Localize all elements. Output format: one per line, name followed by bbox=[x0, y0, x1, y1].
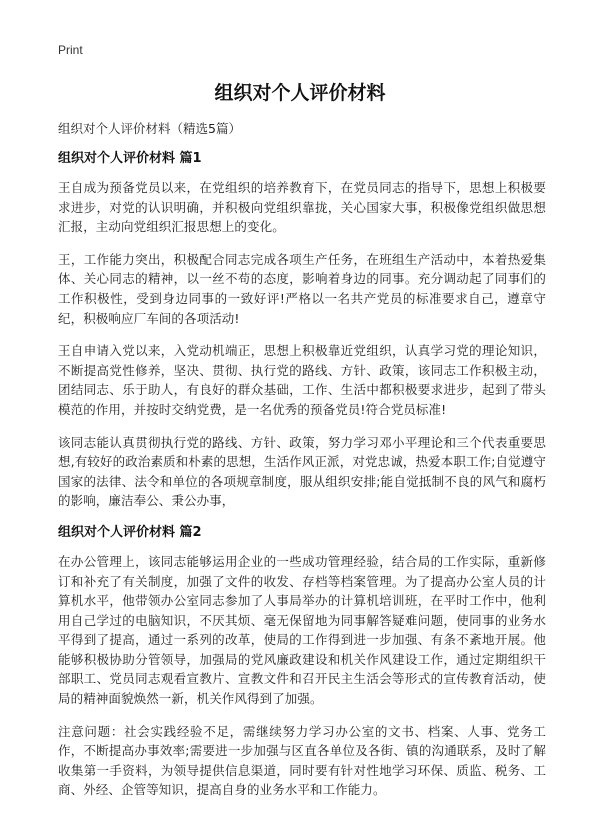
section-heading-2: 组织对个人评价材料 篇2 bbox=[58, 524, 202, 540]
paragraph: 王自申请入党以来，入党动机端正，思想上积极靠近党组织，认真学习党的理论知识，不断提高党性修养，坚决、贯彻、执行党的路线、方针、政策，该同志工作积极主动，团结同志、乐于助人，有良好的群众基础，工作、生活中都积极要求进步，起到了带头模范的作用，并按时交纳党费，是一名优秀的预备党员!符合党员标准! bbox=[58, 343, 546, 417]
article-body bbox=[58, 120, 546, 813]
page-title: 组织对个人评价材料 bbox=[214, 82, 386, 104]
print-link[interactable]: Print bbox=[58, 43, 83, 57]
paragraph: 在办公管理上，该同志能够运用企业的一些成功管理经验，结合局的工作实际，重新修订和补充了有关制度，加强了文件的收发、存档等档案管理。为了提高办公室人员的计算机水平，他带领办公室同志参加了人事局举办的计算机培训班，在平时工作中，他利用自己学过的电脑知识，不厌其烦、毫无保留地为同事解答疑难问题，使同事的业务水平得到了提高，通过一系列的改革，使局的工作得到进一步加强、有条不紊地开展。他能够积极协助分管领导，加强局的党风廉政建设和机关作风建设工作，通过定期组织干部职工、党员同志观看宣教片、宣教文件和召开民主生活会等形式的宣传教育活动，使局的精神面貌焕然一新，机关作风得到了加强。 bbox=[58, 553, 546, 707]
article-subtitle: 组织对个人评价材料（精选5篇） bbox=[58, 121, 241, 136]
paragraph: 王，工作能力突出，积极配合同志完成各项生产任务，在班组生产活动中，本着热爱集体、关心同志的精神，以一丝不苟的态度，影响着身边的同事。充分调动起了同事们的工作积极性，受到身边同事的一致好评!严格以一名共产党员的标准要求自己，遵章守纪，积极响应厂车间的各项活动! bbox=[58, 251, 546, 326]
paragraph: 王自成为预备党员以来，在党组织的培养教育下，在党员同志的指导下，思想上积极要求进步，对党的认识明确，并积极向党组织靠拢，关心国家大事，积极像党组织做思想汇报，主动向党组织汇报思想上的变化。 bbox=[58, 180, 546, 235]
paragraph: 注意问题：社会实践经验不足，需继续努力学习办公室的文书、档案、人事、党务工作，不断提高办事效率;需要进一步加强与区直各单位及各街、镇的沟通联系，及时了解收集第一手资料，为领导提供信息渠道，同时要有针对性地学习环保、质监、税务、工商、外经、企管等知识，提高自身的业务水平和工作能力。 bbox=[58, 723, 546, 798]
section-heading-1: 组织对个人评价材料 篇1 bbox=[58, 151, 202, 166]
paragraph: 该同志能认真贯彻执行党的路线、方针、政策，努力学习邓小平理论和三个代表重要思想,有较好的政治素质和朴素的思想，生活作风正派，对党忠诚，热爱本职工作;自觉遵守国家的法律、法令和单位的各项规章制度，服从组织安排;能自觉抵制不良的风气和腐朽的影响，廉洁奉公、秉公办事， bbox=[58, 434, 546, 509]
